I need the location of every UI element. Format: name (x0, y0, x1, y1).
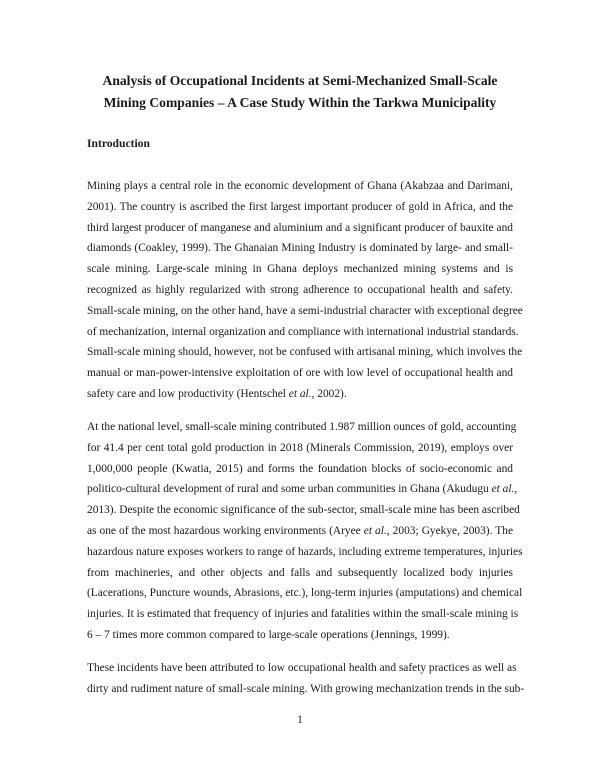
text-line: dirty and rudiment nature of small-scale mining. With growing mechanization trends in the sub- (87, 682, 525, 695)
paragraph-3 (87, 658, 525, 700)
title-line-1: Analysis of Occupational Incidents at Semi-Mechanized Small-Scale (102, 73, 498, 88)
text-line: manual or man-power-intensive exploitation of ore with low level of occupational health and (87, 367, 513, 380)
section-heading: Introduction (87, 137, 150, 150)
text-line: 6 – 7 times more common compared to large-scale operations (Jennings, 1999). (87, 628, 450, 641)
text-line: recognized as highly regularized with strong adherence to occupational health and safety. (87, 283, 513, 296)
text-line: third largest producer of manganese and aluminium and a significant producer of bauxite and (87, 221, 513, 234)
text-line: Mining plays a central role in the economic development of Ghana (Akabzaa and Darimani, (87, 180, 513, 192)
text-line: These incidents have been attributed to low occupational health and safety practices as well as (87, 662, 517, 674)
text-line: injuries. It is estimated that frequency of injuries and fatalities within the small-scale mining is (87, 608, 519, 621)
text-line: for 41.4 per cent total gold production in 2018 (Minerals Commission, 2019), employs over (87, 441, 513, 454)
document-title (60, 70, 540, 114)
text-line: safety care and low productivity (Hentschel et al., 2002). (87, 387, 347, 400)
text-line: politico-cultural development of rural and some urban communities in Ghana (Akudugu et al., (87, 483, 518, 496)
text-line: Small-scale mining should, however, not be confused with artisanal mining, which involves the (87, 346, 523, 359)
page-number: 1 (297, 714, 303, 726)
text-line: hazardous nature exposes workers to range of hazards, including extreme temperatures, injuries (87, 545, 523, 558)
text-line: 2001). The country is ascribed the first largest important producer of gold in Africa, and the (87, 200, 513, 213)
text-line: (Lacerations, Puncture wounds, Abrasions, etc.), long-term injuries (amputations) and chemical (87, 587, 523, 600)
text-line: diamonds (Coakley, 1999). The Ghanaian Mining Industry is dominated by large- and small- (87, 242, 513, 255)
paragraph-1 (87, 176, 523, 405)
text-line: scale mining. Large-scale mining in Ghana deploys mechanized mining systems and is (87, 263, 513, 276)
paragraph-2 (87, 417, 523, 646)
text-line: 2013). Despite the economic significance of the sub-sector, small-scale mine has been ascribed (87, 504, 520, 517)
text-line: At the national level, small-scale mining contributed 1.987 million ounces of gold, accounting (87, 421, 517, 433)
text-line: 1,000,000 people (Kwatia, 2015) and forms the foundation blocks of socio-economic and (87, 462, 513, 475)
text-line: of mechanization, internal organization and compliance with international industrial standards. (87, 325, 519, 338)
text-line: from machineries, and other objects and falls and subsequently localized body injuries (87, 566, 513, 579)
title-line-2: Mining Companies – A Case Study Within the Tarkwa Municipality (103, 95, 497, 110)
text-line: Small-scale mining, on the other hand, have a semi-industrial character with exceptional degree (87, 304, 523, 317)
text-line: as one of the most hazardous working environments (Aryee et al., 2003; Gyekye, 2003). The (87, 524, 514, 537)
